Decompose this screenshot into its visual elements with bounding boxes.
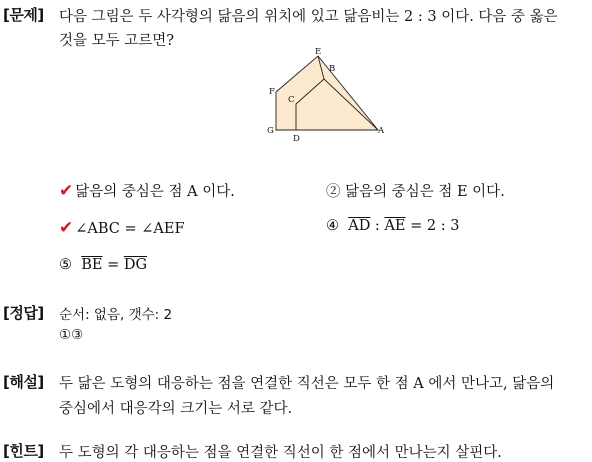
- check-mark-icon: ✔: [59, 181, 74, 201]
- choice-3: [59, 218, 185, 238]
- choice-5: [59, 257, 147, 273]
- choice-5-mid: =: [102, 257, 124, 273]
- segment-AD: $\overline{AD}$: [348, 218, 371, 234]
- hint-line1: 두 도형의 각 대응하는 점을 연결한 직선이 한 점에서 만나는지 살핀다.: [59, 445, 502, 461]
- answer-line2: ①③: [59, 327, 84, 343]
- choice-4: [326, 218, 459, 234]
- label-A: A: [378, 126, 385, 136]
- label-E: E: [315, 47, 322, 57]
- label-G: G: [267, 126, 274, 136]
- answer-tag: [정답]: [3, 304, 44, 322]
- answer-line1: 순서: 없음, 갯수: 2: [59, 307, 173, 323]
- choice-2-number: ②: [326, 184, 341, 200]
- similar-quadrilaterals-figure: [260, 44, 400, 144]
- explanation-tag: [해설]: [3, 373, 44, 391]
- problem-text-line1: 다음 그림은 두 사각형의 닮음의 위치에 있고 닮음비는 2 : 3 이다. 다음 중 옳은: [59, 9, 558, 25]
- hint-tag: [힌트]: [3, 442, 44, 460]
- segment-AE: $\overline{AE}$: [384, 218, 406, 234]
- label-C: C: [288, 95, 295, 105]
- problem-tag: [문제]: [3, 6, 44, 24]
- choice-2: [326, 180, 505, 201]
- explanation-line1: 두 닮은 도형의 대응하는 점을 연결한 직선은 모두 한 점 A 에서 만나고, 닮음의: [59, 376, 555, 392]
- choice-4-mid: :: [370, 218, 385, 234]
- choice-5-number: ⑤: [59, 257, 72, 273]
- explanation-line2: 중심에서 대응각의 크기는 서로 같다.: [59, 401, 293, 417]
- label-B: B: [329, 64, 336, 74]
- segment-DG: $\overline{DG}$: [123, 257, 148, 273]
- label-D: D: [293, 134, 300, 144]
- choice-1-text: 닮음의 중심은 점 A 이다.: [75, 184, 235, 200]
- problem-text-line2: 것을 모두 고르면?: [59, 33, 175, 49]
- choice-3-text: ∠ABC = ∠AEF: [75, 221, 185, 237]
- check-mark-icon: ✔: [59, 218, 74, 238]
- choice-4-number: ④: [326, 218, 339, 234]
- choice-1: [59, 180, 235, 201]
- segment-BE: $\overline{BE}$: [81, 257, 103, 273]
- choice-4-post: = 2 : 3: [405, 218, 460, 234]
- label-F: F: [269, 87, 275, 97]
- choice-2-text: 닮음의 중심은 점 E 이다.: [345, 184, 505, 200]
